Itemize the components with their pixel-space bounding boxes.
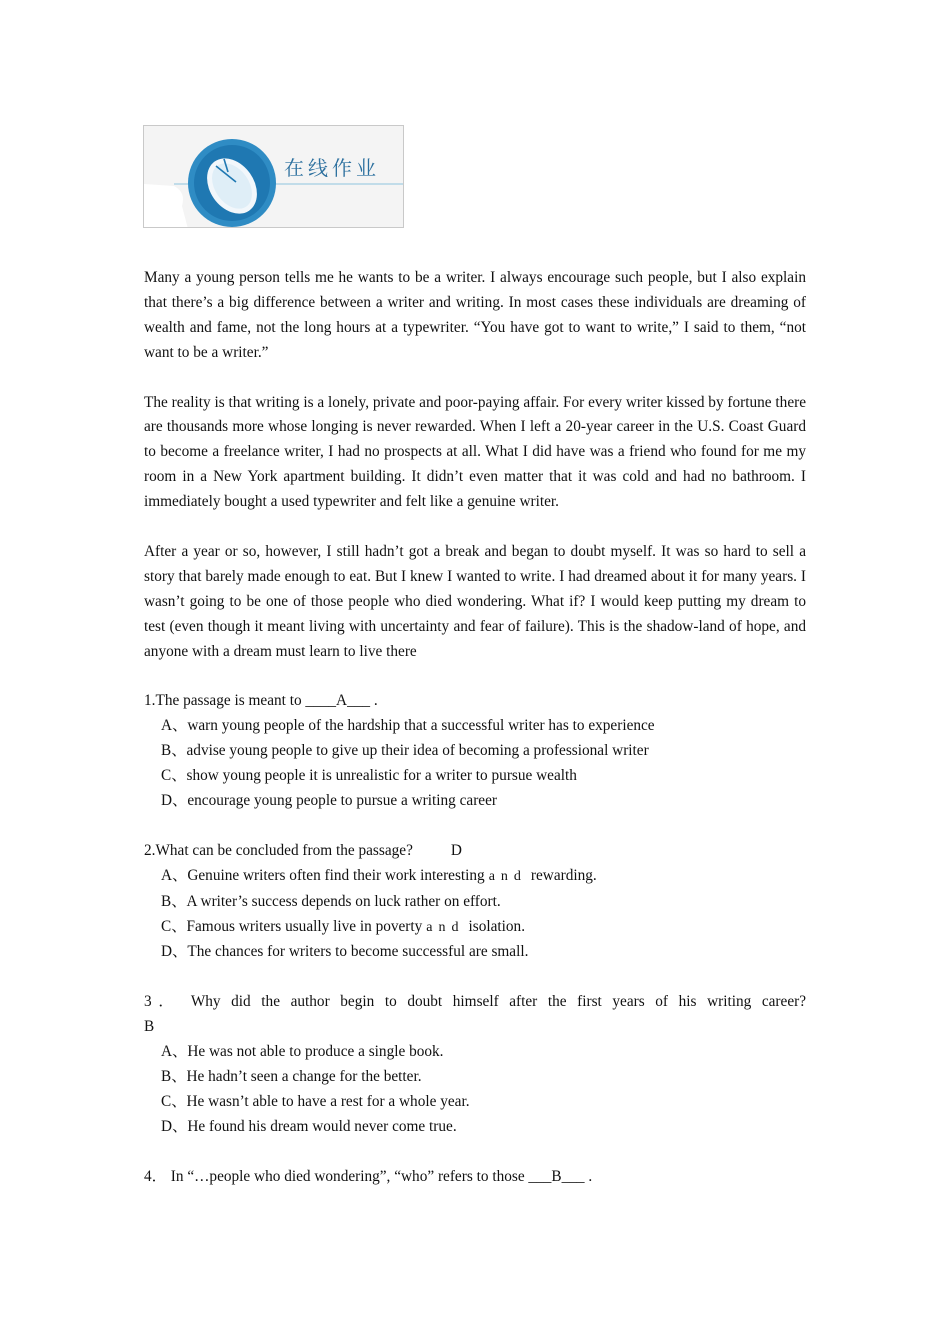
question-2-answer: D — [450, 841, 462, 859]
question-3-answer: B — [144, 1018, 155, 1036]
question-2-option-a — [144, 864, 806, 890]
question-2-option-b: B、A writer’s success depends on luck rather on effort. — [161, 892, 501, 910]
question-1-option-c: C、show young people it is unrealistic for a writer to pursue wealth — [161, 767, 577, 785]
question-2-option-d: D、The chances for writers to become successful are small. — [161, 943, 529, 961]
question-2-option-a-text: A、Genuine writers often find their work interesting — [161, 866, 485, 884]
document-body — [144, 266, 806, 1189]
question-2-option-c-end: isolation. — [468, 917, 526, 935]
question-3-stem: 3． Why did the author begin to doubt himself after the first years of his writing career? — [144, 993, 806, 1011]
question-2-option-c-and: and — [426, 919, 465, 935]
question-2-option-c-text: C、Famous writers usually live in poverty — [161, 917, 423, 935]
question-2-stem-line — [144, 839, 806, 864]
question-3-option-d: D、He found his dream would never come true. — [161, 1117, 457, 1135]
question-4-stem: 4． In “…people who died wondering”, “who” refers to those ___B___ . — [144, 1167, 593, 1185]
banner-title: 在线作业 — [284, 156, 380, 180]
question-3-option-b: B、He hadn’t seen a change for the better. — [161, 1067, 422, 1085]
question-1-option-d: D、encourage young people to pursue a writing career — [161, 791, 497, 809]
question-2 — [144, 839, 806, 966]
question-1-option-b: B、advise young people to give up their idea of becoming a professional writer — [161, 742, 649, 760]
online-homework-banner — [143, 125, 404, 228]
passage-paragraph-1: Many a young person tells me he wants to be a writer. I always encourage such people, but I also explain that there’s a big difference between a writer and writing. In most cases these individuals are dreaming of wealth and fame, not the long hours at a typewriter. “You have got to want to write,” I said to them, “not want to be a writer.” — [144, 269, 806, 361]
question-2-option-c — [144, 915, 806, 941]
question-2-option-a-end: rewarding. — [530, 866, 597, 884]
question-1-stem: 1.The passage is meant to ____A___ . — [144, 692, 378, 710]
question-4 — [144, 1165, 806, 1190]
question-1 — [144, 689, 806, 814]
question-3-option-a: A、He was not able to produce a single book. — [161, 1043, 444, 1061]
question-3 — [144, 990, 806, 1139]
question-1-option-a: A、warn young people of the hardship that a successful writer has to experience — [161, 717, 655, 735]
question-2-option-a-and: and — [488, 868, 527, 884]
question-2-stem: 2.What can be concluded from the passage? — [144, 841, 413, 859]
passage-paragraph-2: The reality is that writing is a lonely, private and poor-paying affair. For every writer kissed by fortune there are thousands more whose longing is never rewarded. When I left a 20-year career in the U.S. Coast Guard to become a freelance writer, I had no prospects at all. What I did have was a friend who found for me my room in a New York apartment building. It didn’t even matter that it was cold and had no bathroom. I immediately bought a used typewriter and felt like a genuine writer. — [144, 393, 806, 511]
question-3-option-c: C、He wasn’t able to have a rest for a whole year. — [161, 1092, 470, 1110]
passage-paragraph-3: After a year or so, however, I still hadn’t got a break and began to doubt myself. It was so hard to sell a story that barely made enough to eat. But I knew I wanted to write. I had dreamed about it for many years. I wasn’t going to be one of those people who died wondering. What if? I would keep putting my dream to test (even though it meant living with uncertainty and fear of failure). This is the shadow-land of hope, and anyone with a dream must learn to live there — [144, 542, 806, 660]
